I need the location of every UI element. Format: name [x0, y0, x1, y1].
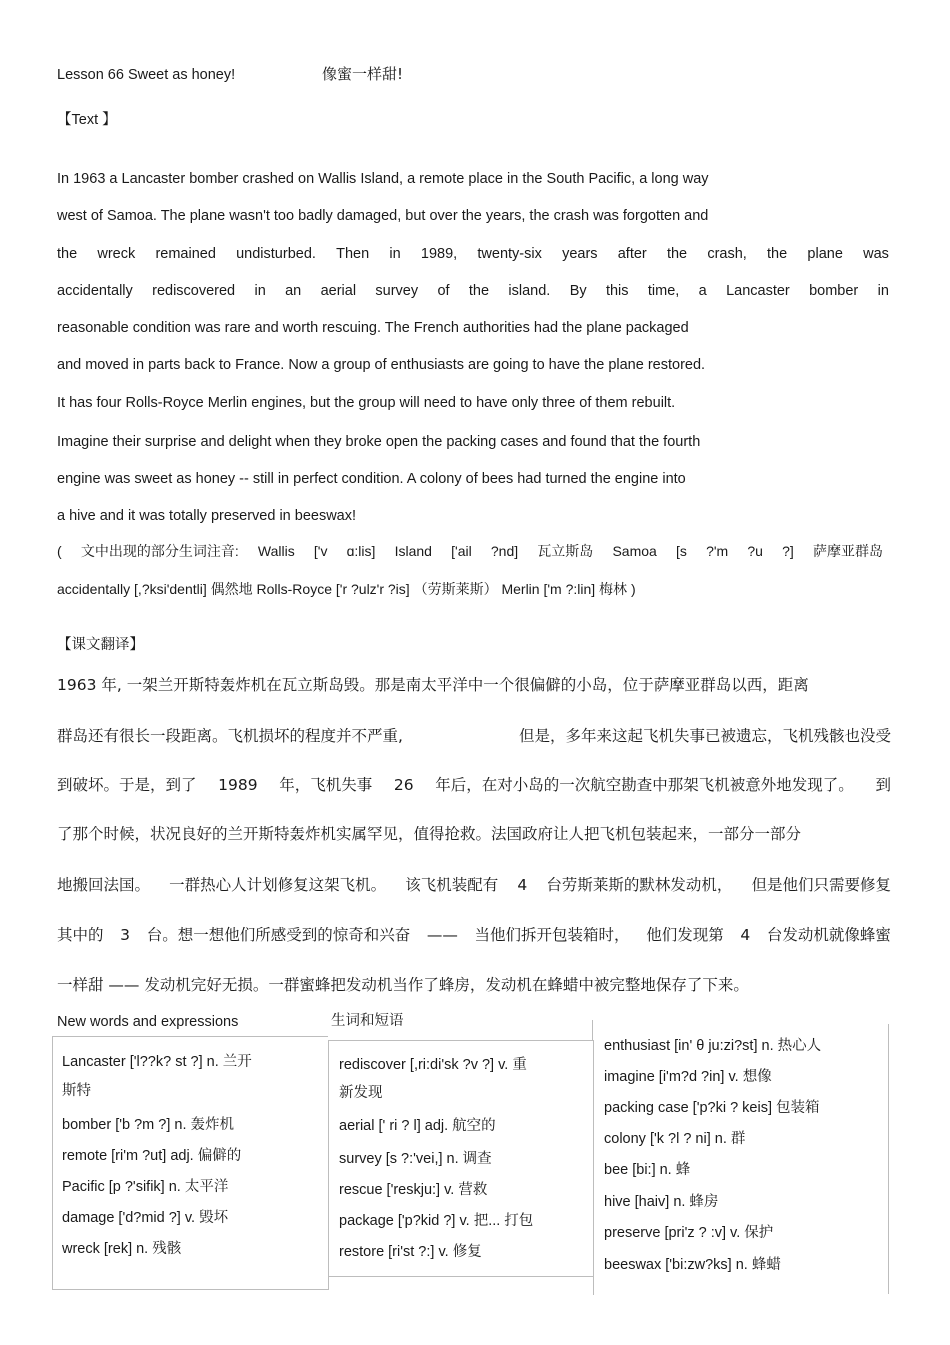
text-line: and moved in parts back to France. Now a group of enthusiasts are going to have the plane restored.	[57, 357, 706, 373]
vocab-entry: packing case ['p?ki ? keis] 包装箱	[604, 1100, 820, 1116]
vocab-header-zh: 生词和短语	[331, 1013, 404, 1029]
vocab-entry: wreck [rek] n. 残骸	[62, 1241, 182, 1257]
translation-line: 其中的 3 台。想一想他们所感受到的惊奇和兴奋 —— 当他们拆开包装箱时， 他们发现第 4 台发动机就像蜂蜜	[57, 926, 891, 944]
vocab-entry: bee [bi:] n. 蜂	[604, 1162, 691, 1178]
vocab-entry: beeswax ['bi:zw?ks] n. 蜂蜡	[604, 1257, 781, 1273]
vocab-entry: damage ['d?mid ?] v. 毁坏	[62, 1210, 229, 1226]
text-line: engine was sweet as honey -- still in perfect condition. A colony of bees had turned the engine into	[57, 471, 686, 487]
table-rule	[328, 1276, 593, 1277]
translation-line: 到破坏。于是，到了 1989 年，飞机失事 26 年后，在对小岛的一次航空勘查中那架飞机被意外地发现了。 到	[57, 776, 891, 794]
vocab-entry: imagine [i'm?d ?in] v. 想像	[604, 1069, 772, 1085]
vocab-entry: colony ['k ?l ? ni] n. 群	[604, 1131, 746, 1147]
vocab-entry: Pacific [p ?'sifik] n. 太平洋	[62, 1179, 229, 1195]
vocab-entry: survey [s ?:'vei,] n. 调查	[339, 1151, 492, 1167]
text-line: west of Samoa. The plane wasn't too badly damaged, but over the years, the crash was forgotten and	[57, 208, 709, 224]
text-line: It has four Rolls-Royce Merlin engines, but the group will need to have only three of them rebuilt.	[57, 395, 676, 411]
vocab-entry: 新发现	[339, 1085, 383, 1101]
lesson-title-en: Lesson 66 Sweet as honey!	[57, 67, 236, 83]
table-rule	[328, 1040, 593, 1041]
text-line: accidentally rediscovered in an aerial survey of the island. By this time, a Lancaster bomber in	[57, 283, 889, 299]
vocab-entry: aerial [' ri ? l] adj. 航空的	[339, 1118, 496, 1134]
vocab-entry: rescue ['reskju:] v. 营救	[339, 1182, 488, 1198]
vocab-entry: Lancaster ['l??k? st ?] n. 兰开	[62, 1054, 252, 1070]
vocab-entry: 斯特	[62, 1083, 91, 1099]
pronunciation-note: accidentally [,?ksi'dentli] 偶然地 Rolls-Royce ['r ?ulz'r ?is] （劳斯莱斯） Merlin ['m ?:lin] 梅林 )	[57, 581, 636, 597]
vocab-entry: bomber ['b ?m ?] n. 轰炸机	[62, 1117, 234, 1133]
translation-line: 1963 年, 一架兰开斯特轰炸机在瓦立斯岛毁。那是南太平洋中一个很偏僻的小岛，位于萨摩亚群岛以西，距离	[57, 676, 809, 694]
text-line: reasonable condition was rare and worth rescuing. The French authorities had the plane packaged	[57, 320, 689, 336]
text-line: a hive and it was totally preserved in beeswax!	[57, 508, 357, 524]
pronunciation-note: ( 文中出现的部分生词注音: Wallis ['v ɑ:lis] Island ['ail ?nd] 瓦立斯岛 Samoa [s ?'m ?u ?] 萨摩亚群岛	[57, 543, 883, 559]
translation-line: 群岛还有很长一段距离。飞机损坏的程度并不严重, 但是，多年来这起飞机失事已被遗忘，飞机残骸也没受	[57, 727, 891, 745]
vocab-entry: hive [haiv] n. 蜂房	[604, 1194, 719, 1210]
table-rule	[888, 1024, 889, 1294]
vocab-entry: remote [ri'm ?ut] adj. 偏僻的	[62, 1148, 242, 1164]
table-rule	[592, 1020, 593, 1040]
vocab-entry: rediscover [,ri:di'sk ?v ?] v. 重	[339, 1057, 527, 1073]
text-line: the wreck remained undisturbed. Then in 1989, twenty-six years after the crash, the plane was	[57, 246, 889, 262]
vocab-entry: preserve [pri'z ? :v] v. 保护	[604, 1225, 774, 1241]
text-section-label: 【Text 】	[57, 112, 117, 128]
table-rule	[52, 1289, 328, 1290]
vocab-entry: enthusiast [in' θ ju:zi?st] n. 热心人	[604, 1038, 822, 1054]
text-line: In 1963 a Lancaster bomber crashed on Wallis Island, a remote place in the South Pacific, a long way	[57, 171, 709, 187]
table-rule	[52, 1036, 328, 1037]
translation-line: 了那个时候，状况良好的兰开斯特轰炸机实属罕见，值得抢救。法国政府让人把飞机包装起来，一部分一部分	[57, 825, 802, 843]
text-line: Imagine their surprise and delight when they broke open the packing cases and found that the fourth	[57, 434, 701, 450]
vocab-header-en: New words and expressions	[57, 1014, 239, 1030]
vocab-entry: package ['p?kid ?] v. 把... 打包	[339, 1213, 534, 1229]
table-rule	[52, 1036, 53, 1290]
lesson-title-zh: 像蜜一样甜!	[322, 65, 404, 83]
table-rule	[593, 1040, 594, 1295]
translation-line: 地搬回法国。 一群热心人计划修复这架飞机。 该飞机装配有 4 台劳斯莱斯的默林发动机， 但是他们只需要修复	[57, 876, 891, 894]
vocab-entry: restore [ri'st ?:] v. 修复	[339, 1244, 482, 1260]
translation-line: 一样甜 —— 发动机完好无损。一群蜜蜂把发动机当作了蜂房，发动机在蜂蜡中被完整地保存了下来。	[57, 976, 749, 994]
table-rule	[328, 1040, 329, 1290]
lesson-title	[57, 66, 235, 84]
translation-label: 【课文翻译】	[57, 637, 144, 653]
